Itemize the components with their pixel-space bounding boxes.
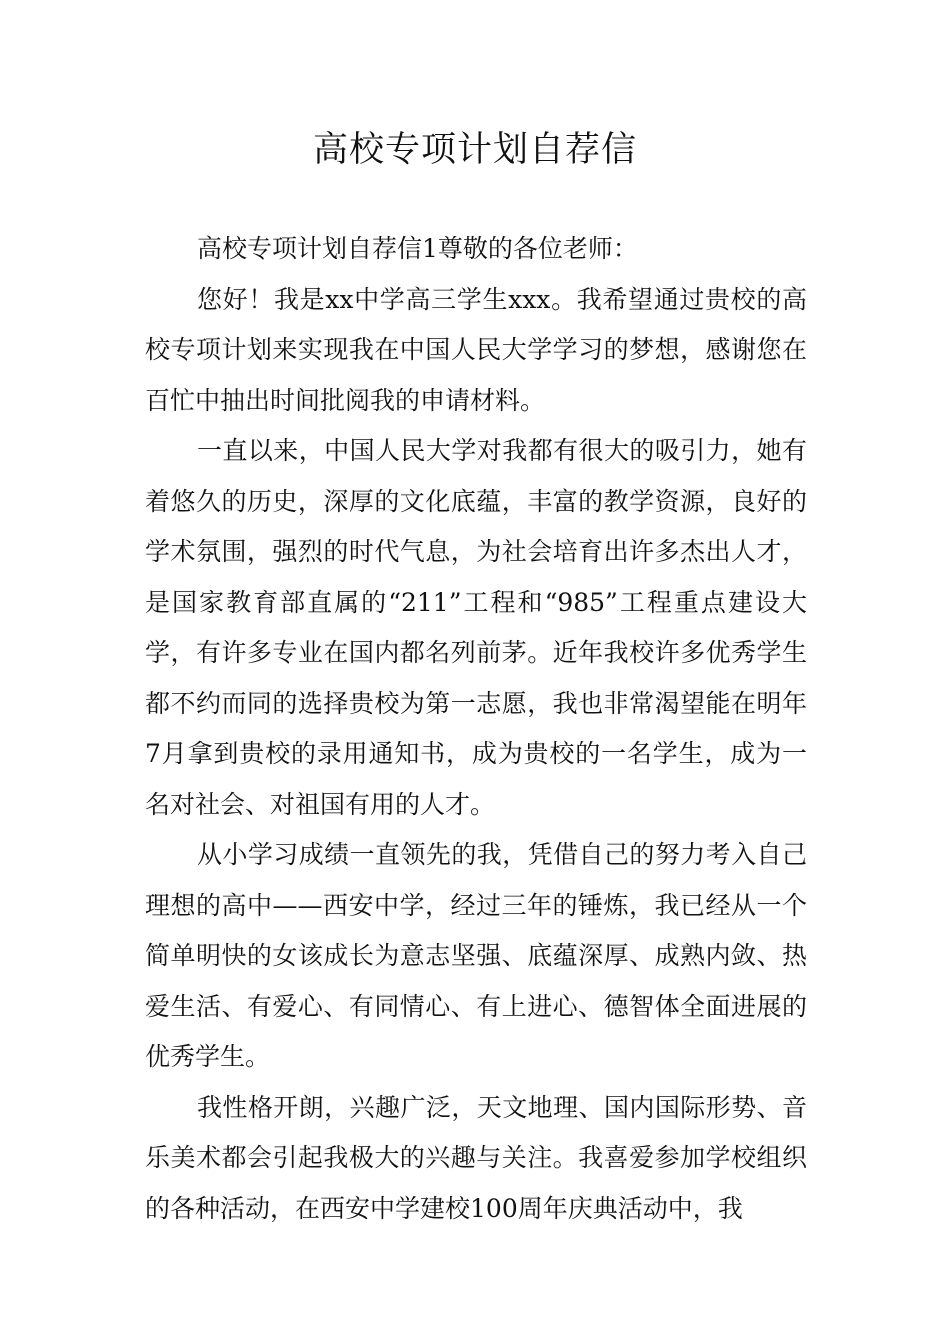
document-title: 高校专项计划自荐信 [312, 130, 637, 170]
paragraph-growth: 从小学习成绩一直领先的我，凭借自己的努力考入自己理想的高中——西安中学，经过三年的锤炼，我已经从一个简单明快的女该成长为意志坚强、底蕴深厚、成熟内敛、热爱生活、有爱心、有同情心、有上进心、德智体全面进展的优秀学生。 [145, 840, 807, 1071]
paragraph-interests: 我性格开朗，兴趣广泛，天文地理、国内国际形势、音乐美术都会引起我极大的兴趣与关注。我喜爱参加学校组织的各种活动，在西安中学建校100周年庆典活动中，我 [145, 1092, 807, 1223]
letter-body [145, 224, 807, 1234]
paragraph-salutation: 高校专项计划自荐信1尊敬的各位老师： [197, 234, 638, 263]
paragraph-university: 一直以来，中国人民大学对我都有很大的吸引力，她有着悠久的历史，深厚的文化底蕴，丰富的教学资源，良好的学术氛围，强烈的时代气息，为社会培育出许多杰出人才，是国家教育部直属的“211”工程和“985”工程重点建设大学，有许多专业在国内都名列前茅。近年我校许多优秀学生都不约而同的选择贵校为第一志愿，我也非常渴望能在明年7月拿到贵校的录用通知书，成为贵校的一名学生，成为一名对社会、对祖国有用的人才。 [145, 436, 807, 819]
paragraph-greeting: 您好！我是xx中学高三学生xxx。我希望通过贵校的高校专项计划来实现我在中国人民大学学习的梦想，感谢您在百忙中抽出时间批阅我的申请材料。 [145, 284, 807, 415]
